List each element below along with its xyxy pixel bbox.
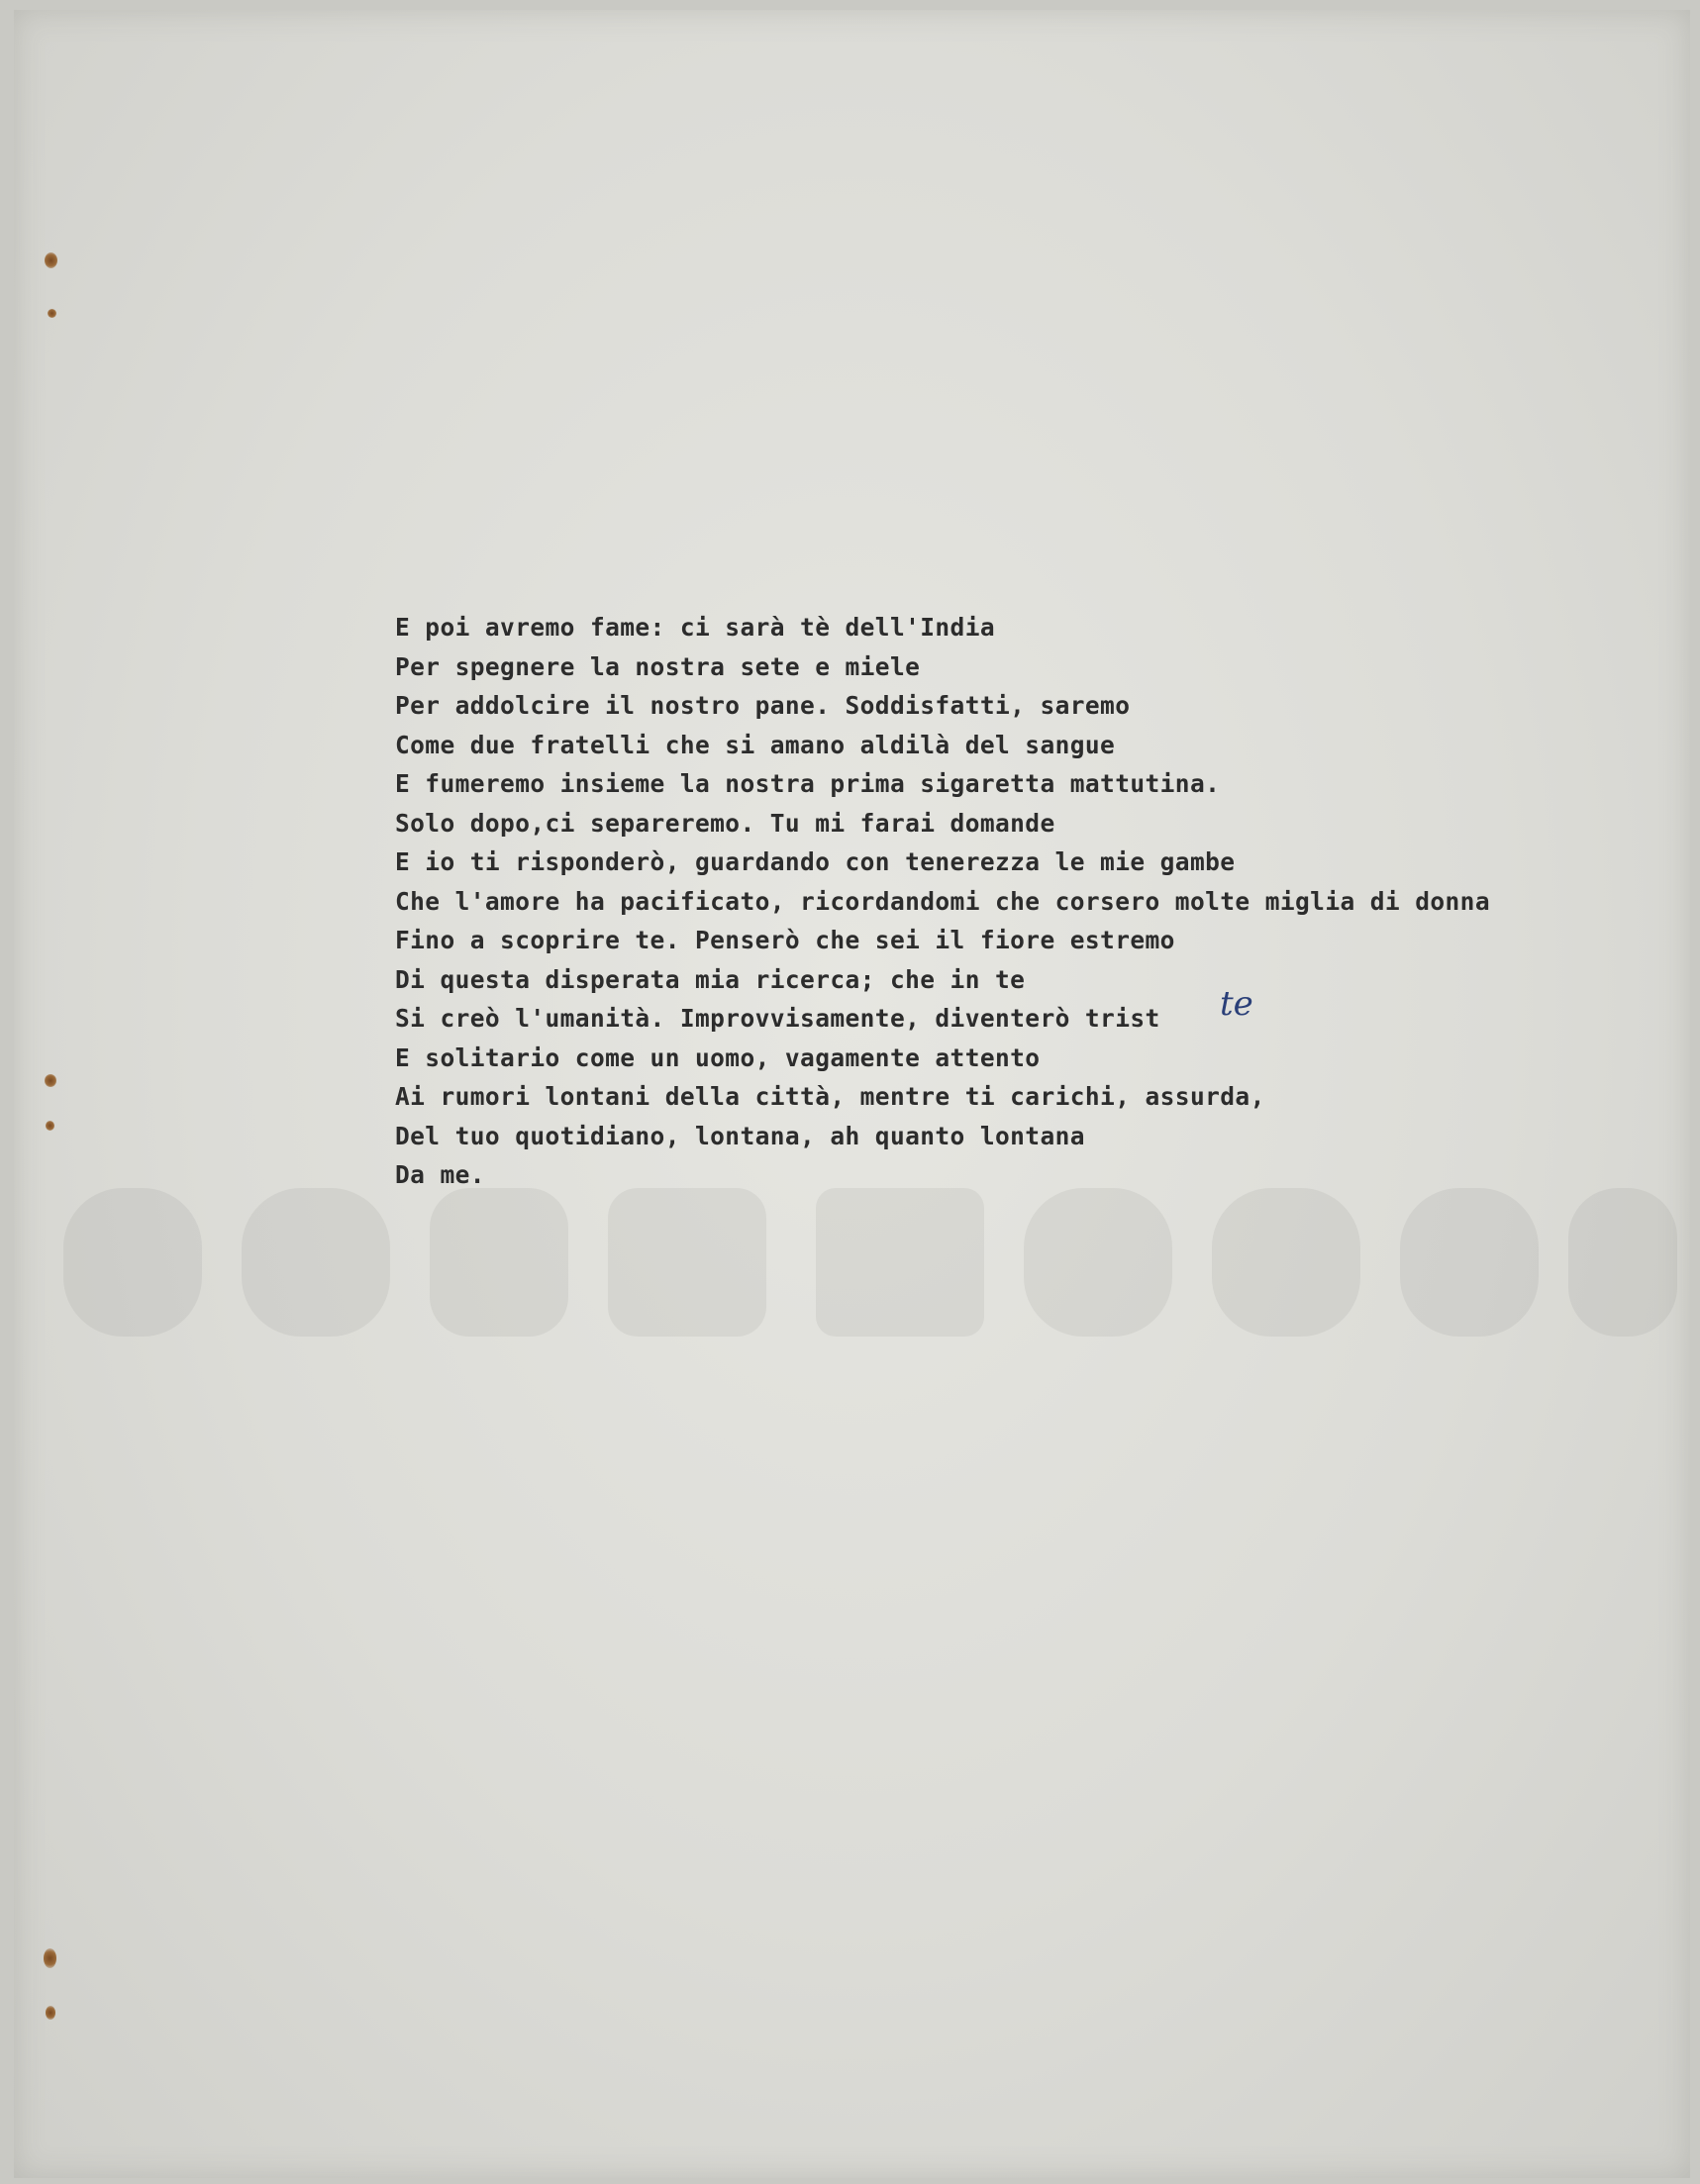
poem-line: E io ti risponderò, guardando con tenerezza le mie gambe: [395, 847, 1236, 876]
poem-line: Ai rumori lontani della città, mentre ti carichi, assurda,: [395, 1082, 1265, 1111]
rust-spot: [46, 1121, 54, 1131]
poem-line: Di questa disperata mia ricerca; che in te: [395, 964, 1026, 994]
poem-line: Per addolcire il nostro pane. Soddisfatti, saremo: [395, 691, 1131, 720]
bleed-through-shapes: [63, 1188, 1677, 1337]
paper-sheet: [14, 10, 1690, 2178]
poem-line: E poi avremo fame: ci sarà tè dell'India: [395, 613, 996, 642]
rust-spot: [48, 309, 56, 318]
poem-line: Come due fratelli che si amano aldilà del sangue: [395, 730, 1116, 759]
rust-spot: [45, 252, 57, 268]
typewritten-poem: [395, 608, 1490, 1195]
poem-line: Del tuo quotidiano, lontana, ah quanto lontana: [395, 1121, 1085, 1150]
poem-line: Solo dopo,ci separeremo. Tu mi farai domande: [395, 808, 1055, 838]
rust-spot: [44, 1948, 56, 1968]
poem-line: Per spegnere la nostra sete e miele: [395, 651, 921, 681]
poem-line: E fumeremo insieme la nostra prima sigaretta mattutina.: [395, 769, 1221, 798]
poem-line: Da me.: [395, 1160, 485, 1189]
poem-line: E solitario come un uomo, vagamente attento: [395, 1042, 1041, 1072]
poem-line: Si creò l'umanità. Improvvisamente, diventerò trist: [395, 1004, 1160, 1033]
poem-line: Fino a scoprire te. Penserò che sei il fiore estremo: [395, 926, 1175, 954]
rust-spot: [46, 2006, 55, 2020]
poem-line: Che l'amore ha pacificato, ricordandomi che corsero molte miglia di donna: [395, 886, 1490, 916]
handwritten-correction: te: [1220, 984, 1253, 1024]
rust-spot: [45, 1074, 56, 1087]
